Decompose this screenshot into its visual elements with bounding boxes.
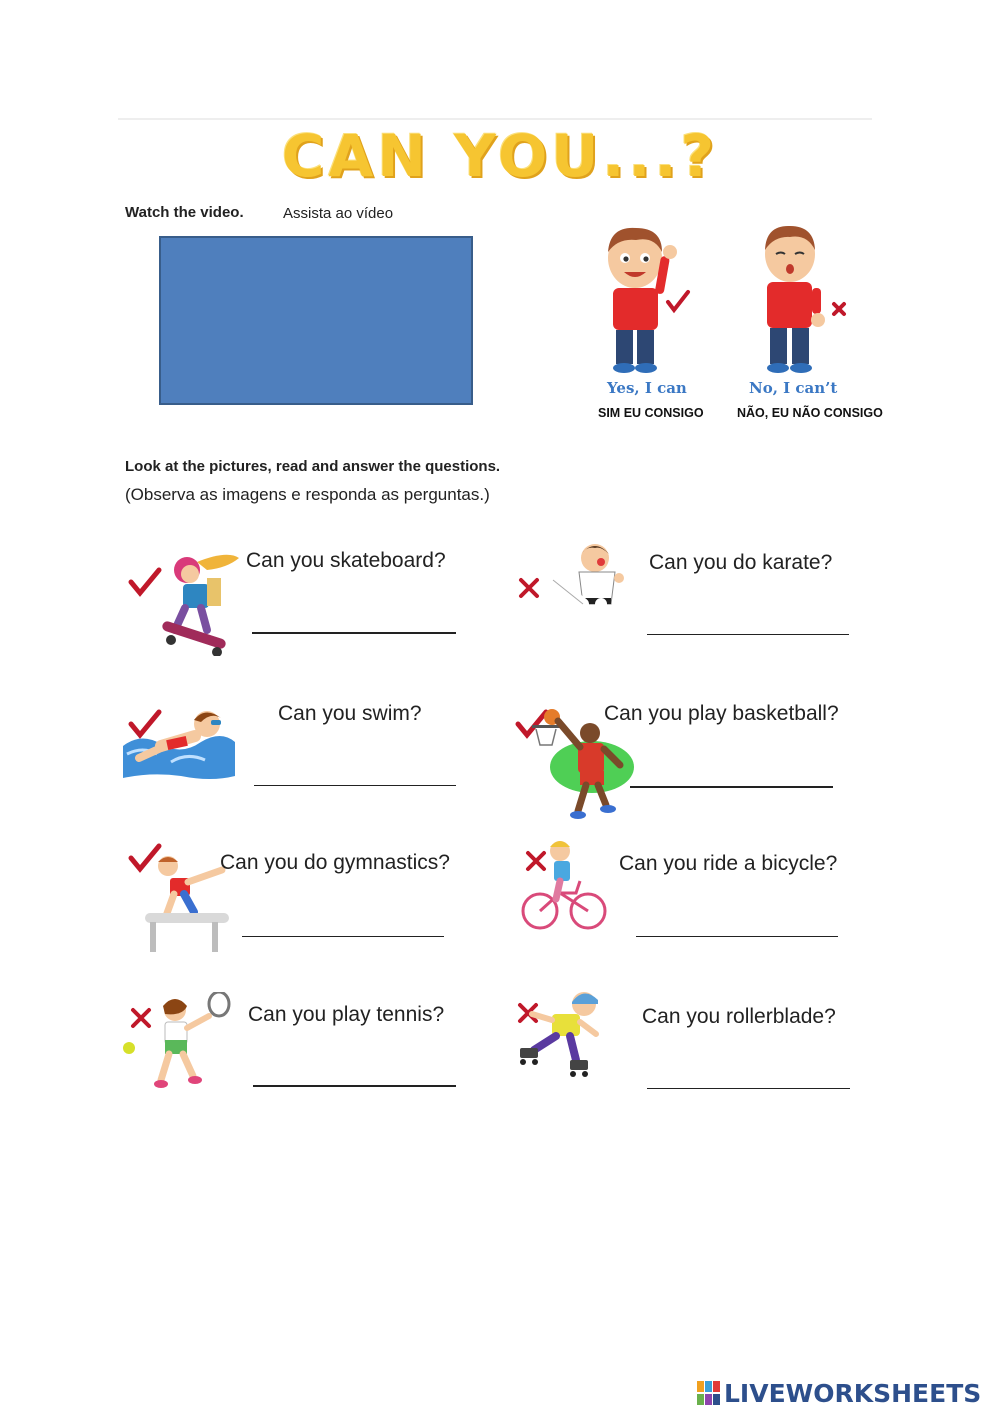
question-tennis: Can you play tennis? xyxy=(248,1003,445,1026)
answer-line-swim[interactable] xyxy=(254,785,456,786)
instructions-label: Look at the pictures, read and answer the questions. xyxy=(125,458,501,475)
question-bicycle: Can you ride a bicycle? xyxy=(619,852,838,875)
yes-i-can-label: Yes, I can xyxy=(607,379,687,397)
cross-icon xyxy=(517,576,541,600)
karate-boy-icon xyxy=(545,538,631,660)
yes-translation: SIM EU CONSIGO xyxy=(598,406,704,420)
question-rollerblade: Can you rollerblade? xyxy=(642,1005,836,1028)
skateboard-girl-icon xyxy=(157,548,243,656)
answer-line-tennis[interactable] xyxy=(253,1085,456,1087)
swimmer-icon xyxy=(121,702,237,782)
question-basketball: Can you play basketball? xyxy=(604,702,839,725)
liveworksheets-logo-icon xyxy=(697,1381,721,1405)
top-divider xyxy=(118,118,872,120)
no-translation: NÃO, EU NÃO CONSIGO xyxy=(737,406,883,420)
thumbs-up-boy-icon xyxy=(598,222,698,374)
question-gymnastics: Can you do gymnastics? xyxy=(220,851,450,874)
answer-line-skateboard[interactable] xyxy=(252,632,456,634)
answer-line-karate[interactable] xyxy=(647,634,849,635)
rollerblade-boy-icon xyxy=(510,988,606,1078)
brand-name: LIVEWORKSHEETS xyxy=(724,1378,982,1408)
watch-video-translation: Assista ao vídeo xyxy=(283,205,394,222)
no-i-cant-label: No, I can’t xyxy=(749,379,838,397)
gymnast-icon xyxy=(144,850,230,954)
bicycle-girl-icon xyxy=(520,837,610,933)
answer-line-gymnastics[interactable] xyxy=(242,936,444,937)
watch-video-label: Watch the video. xyxy=(125,204,244,221)
brand-logo xyxy=(697,1378,981,1408)
video-player[interactable] xyxy=(159,236,473,405)
answer-line-bicycle[interactable] xyxy=(636,936,838,937)
question-swim: Can you swim? xyxy=(278,702,422,725)
tennis-girl-icon xyxy=(121,992,237,1092)
answer-line-rollerblade[interactable] xyxy=(647,1088,850,1089)
instructions-translation: (Observa as imagens e responda as perguntas.) xyxy=(125,485,490,504)
thumbs-down-boy-icon xyxy=(752,222,852,374)
answer-line-basketball[interactable] xyxy=(630,786,833,788)
question-karate: Can you do karate? xyxy=(649,551,833,574)
page-title: CAN YOU...? xyxy=(281,122,719,190)
question-skateboard: Can you skateboard? xyxy=(246,549,446,572)
